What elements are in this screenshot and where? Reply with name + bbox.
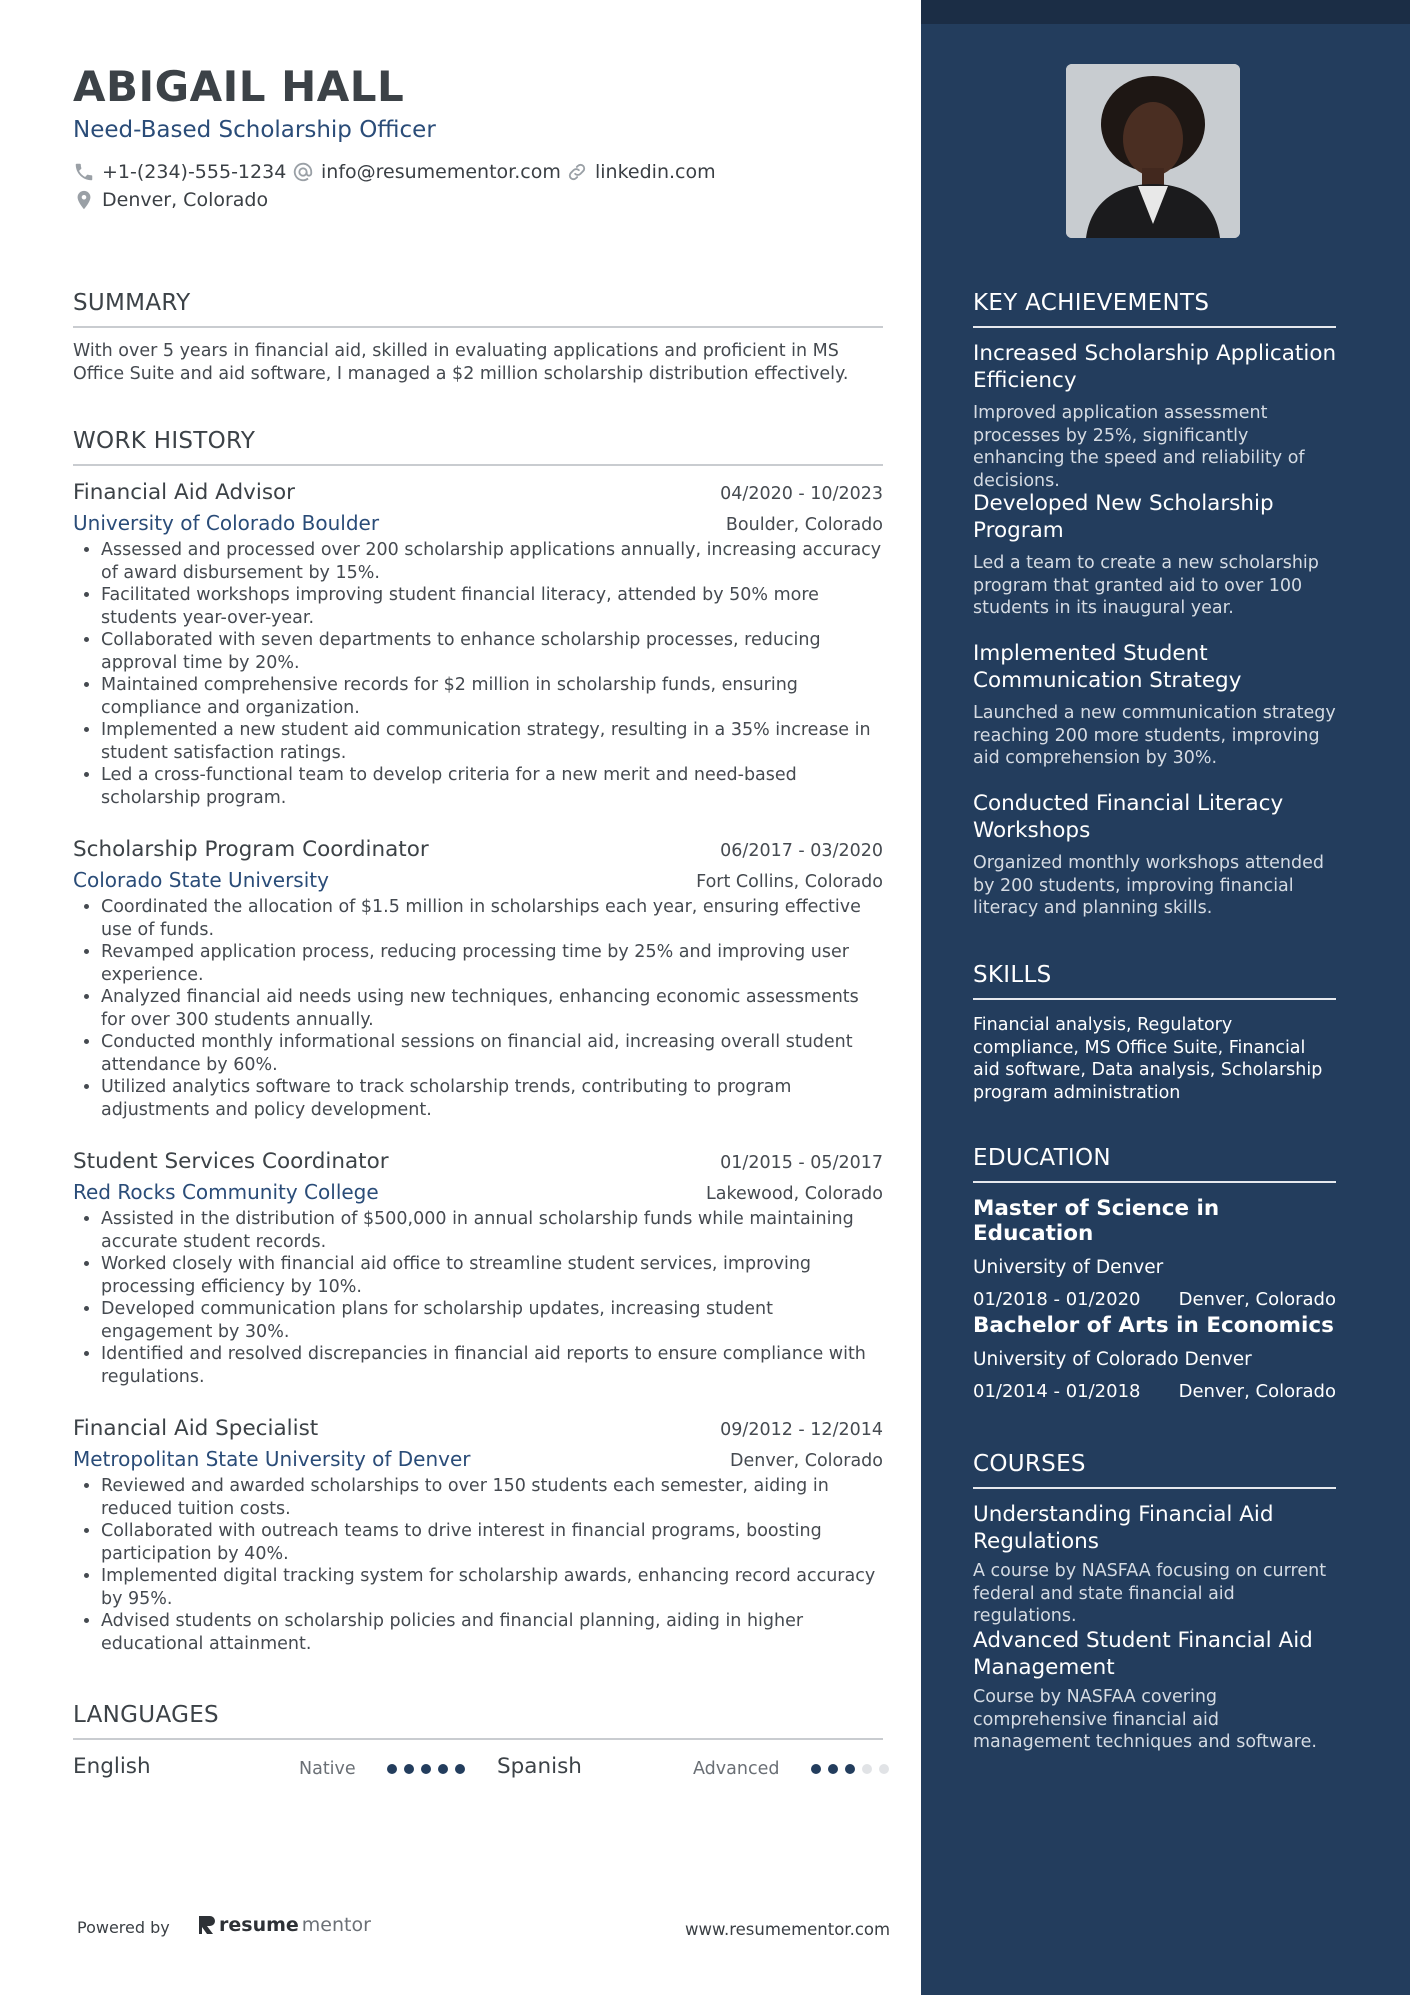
rating-dot-empty — [862, 1764, 872, 1774]
job-bullets — [73, 1208, 883, 1388]
course-title: Advanced Student Financial Aid Management — [973, 1628, 1313, 1680]
phone-icon — [73, 161, 95, 183]
languages-heading: LANGUAGES — [73, 1702, 883, 1740]
job-bullet: • Assessed and processed over 200 scholarship applications annually, increasing accuracy of award disbursement by 15%. — [101, 539, 883, 584]
linkedin-text[interactable]: linkedin.com — [595, 161, 716, 183]
logo-brand-bold: resume — [219, 1914, 299, 1936]
job-entry — [73, 1416, 883, 1655]
job-dates: 06/2017 - 03/2020 — [720, 841, 883, 861]
job-bullet: • Revamped application process, reducing processing time by 25% and improving user experience. — [101, 941, 883, 986]
course-title: Understanding Financial Aid Regulations — [973, 1502, 1274, 1554]
location-text: Denver, Colorado — [102, 189, 269, 211]
resumementor-logo[interactable] — [198, 1914, 371, 1936]
footer-url-link[interactable]: www.resumementor.com — [685, 1920, 891, 1939]
rating-dot-filled — [438, 1764, 448, 1774]
course-item — [973, 1502, 1338, 1628]
job-bullet: • Reviewed and awarded scholarships to over 150 students each semester, aiding in reduced tuition costs. — [101, 1475, 883, 1520]
job-dates: 09/2012 - 12/2014 — [720, 1420, 883, 1440]
job-company: Metropolitan State University of Denver — [73, 1447, 471, 1471]
courses-heading: COURSES — [973, 1451, 1336, 1489]
contact-email[interactable] — [292, 161, 561, 183]
achievement-desc: Launched a new communication strategy reaching 200 more students, improving aid comprehension by 30%. — [973, 703, 1336, 768]
summary-heading: SUMMARY — [73, 290, 883, 328]
achievement-title: Developed New Scholarship Program — [973, 491, 1274, 543]
education-school: University of Colorado Denver — [973, 1349, 1252, 1370]
job-role: Scholarship Program Coordinator — [73, 837, 429, 862]
rating-dot-filled — [404, 1764, 414, 1774]
job-role: Financial Aid Specialist — [73, 1416, 319, 1441]
link-icon — [566, 161, 588, 183]
job-bullet: • Identified and resolved discrepancies in financial aid reports to ensure compliance with regulations. — [101, 1343, 883, 1388]
language-level: Advanced — [693, 1759, 780, 1779]
education-heading: EDUCATION — [973, 1145, 1336, 1183]
job-location: Fort Collins, Colorado — [696, 872, 883, 892]
achievement-item — [973, 341, 1338, 492]
profile-photo — [1066, 64, 1240, 238]
job-entry — [73, 480, 883, 809]
rating-dot-filled — [387, 1764, 397, 1774]
job-dates: 01/2015 - 05/2017 — [720, 1153, 883, 1173]
achievement-item — [973, 791, 1338, 920]
job-bullet: • Facilitated workshops improving student financial literacy, attended by 50% more students year-over-year. — [101, 584, 883, 629]
education-dates: 01/2018 - 01/2020 — [973, 1289, 1141, 1310]
course-desc: Course by NASFAA covering comprehensive financial aid management techniques and software. — [973, 1687, 1317, 1752]
avatar-portrait-icon — [1066, 64, 1240, 238]
contact-phone — [73, 161, 286, 183]
job-bullet: • Implemented a new student aid communication strategy, resulting in a 35% increase in student satisfaction ratings. — [101, 719, 883, 764]
phone-text: +1-(234)-555-1234 — [102, 161, 287, 183]
language-name: English — [73, 1754, 151, 1779]
job-bullets — [73, 539, 883, 809]
job-bullet: • Utilized analytics software to track scholarship trends, contributing to program adjustments and policy development. — [101, 1076, 883, 1121]
achievements-heading: KEY ACHIEVEMENTS — [973, 290, 1336, 328]
achievement-desc: Organized monthly workshops attended by 200 students, improving financial literacy and planning skills. — [973, 853, 1324, 918]
job-role: Student Services Coordinator — [73, 1149, 389, 1174]
job-bullet: • Led a cross-functional team to develop criteria for a new merit and need-based scholarship program. — [101, 764, 883, 809]
rating-dot-filled — [811, 1764, 821, 1774]
rating-dot-empty — [879, 1764, 889, 1774]
job-bullet: • Advised students on scholarship policies and financial planning, aiding in higher educational attainment. — [101, 1610, 883, 1655]
job-bullet: • Coordinated the allocation of $1.5 million in scholarships each year, ensuring effective use of funds. — [101, 896, 883, 941]
education-dates: 01/2014 - 01/2018 — [973, 1381, 1141, 1402]
job-location: Boulder, Colorado — [725, 515, 883, 535]
job-bullets — [73, 896, 883, 1121]
achievement-item — [973, 491, 1338, 620]
education-item — [973, 1196, 1336, 1310]
achievement-item — [973, 641, 1338, 770]
achievement-desc: Improved application assessment processes by 25%, significantly enhancing the speed and reliability of decisions. — [973, 403, 1305, 491]
course-item — [973, 1628, 1338, 1754]
education-location: Denver, Colorado — [1178, 1381, 1336, 1402]
work-history-heading: WORK HISTORY — [73, 428, 883, 466]
contact-linkedin[interactable] — [566, 161, 716, 183]
education-degree: Master of Science in Education — [973, 1196, 1220, 1246]
language-rating — [387, 1764, 465, 1774]
job-bullet: • Collaborated with outreach teams to drive interest in financial programs, boosting participation by 40%. — [101, 1520, 883, 1565]
job-bullet: • Analyzed financial aid needs using new techniques, enhancing economic assessments for over 300 students annually. — [101, 986, 883, 1031]
summary-text: With over 5 years in financial aid, skilled in evaluating applications and proficient in MS Office Suite and aid software, I managed a $2 million scholarship distribution effectively. — [73, 341, 849, 384]
logo-brand-light: mentor — [301, 1914, 371, 1936]
logo-mark-icon — [198, 1915, 216, 1935]
rating-dot-filled — [421, 1764, 431, 1774]
achievement-title: Conducted Financial Literacy Workshops — [973, 791, 1284, 843]
job-bullet: • Collaborated with seven departments to enhance scholarship processes, reducing approval time by 20%. — [101, 629, 883, 674]
achievement-title: Implemented Student Communication Strategy — [973, 641, 1242, 693]
language-level: Native — [299, 1759, 356, 1779]
job-bullet: • Developed communication plans for scholarship updates, increasing student engagement by 30%. — [101, 1298, 883, 1343]
powered-by-label: Powered by — [77, 1918, 170, 1937]
at-sign-icon — [292, 161, 314, 183]
job-location: Lakewood, Colorado — [706, 1184, 883, 1204]
rating-dot-filled — [455, 1764, 465, 1774]
rating-dot-filled — [845, 1764, 855, 1774]
job-bullet: • Conducted monthly informational sessions on financial aid, increasing overall student attendance by 60%. — [101, 1031, 883, 1076]
skills-text: Financial analysis, Regulatory compliance, MS Office Suite, Financial aid software, Data analysis, Scholarship program administration — [973, 1015, 1323, 1103]
job-location: Denver, Colorado — [729, 1451, 883, 1471]
job-bullet: • Worked closely with financial aid office to streamline student services, improving processing efficiency by 10%. — [101, 1253, 883, 1298]
job-entry — [73, 837, 883, 1121]
course-desc: A course by NASFAA focusing on current federal and state financial aid regulations. — [973, 1561, 1327, 1626]
job-title-heading: Need-Based Scholarship Officer — [73, 117, 436, 143]
job-entry — [73, 1149, 883, 1388]
education-degree: Bachelor of Arts in Economics — [973, 1313, 1334, 1338]
skills-heading: SKILLS — [973, 962, 1336, 1000]
job-dates: 04/2020 - 10/2023 — [720, 484, 883, 504]
job-company: University of Colorado Boulder — [73, 511, 380, 535]
job-bullet: • Assisted in the distribution of $500,000 in annual scholarship funds while maintaining accurate student records. — [101, 1208, 883, 1253]
job-bullets — [73, 1475, 883, 1655]
job-bullet: • Maintained comprehensive records for $2 million in scholarship funds, ensuring compliance and organization. — [101, 674, 883, 719]
language-rating — [811, 1764, 889, 1774]
achievement-title: Increased Scholarship Application Efficiency — [973, 341, 1337, 393]
rating-dot-filled — [828, 1764, 838, 1774]
job-bullet: • Implemented digital tracking system for scholarship awards, enhancing record accuracy by 95%. — [101, 1565, 883, 1610]
sidebar-top-bar — [921, 0, 1410, 24]
location-pin-icon — [73, 189, 95, 211]
education-school: University of Denver — [973, 1257, 1164, 1278]
job-company: Red Rocks Community College — [73, 1180, 379, 1204]
email-text[interactable]: info@resumementor.com — [321, 161, 561, 183]
contact-location — [73, 189, 268, 211]
achievement-desc: Led a team to create a new scholarship program that granted aid to over 100 students in its inaugural year. — [973, 553, 1319, 618]
language-name: Spanish — [497, 1754, 582, 1779]
education-location: Denver, Colorado — [1178, 1289, 1336, 1310]
job-role: Financial Aid Advisor — [73, 480, 296, 505]
job-company: Colorado State University — [73, 868, 329, 892]
education-item — [973, 1313, 1336, 1402]
candidate-name: ABIGAIL HALL — [73, 62, 405, 111]
